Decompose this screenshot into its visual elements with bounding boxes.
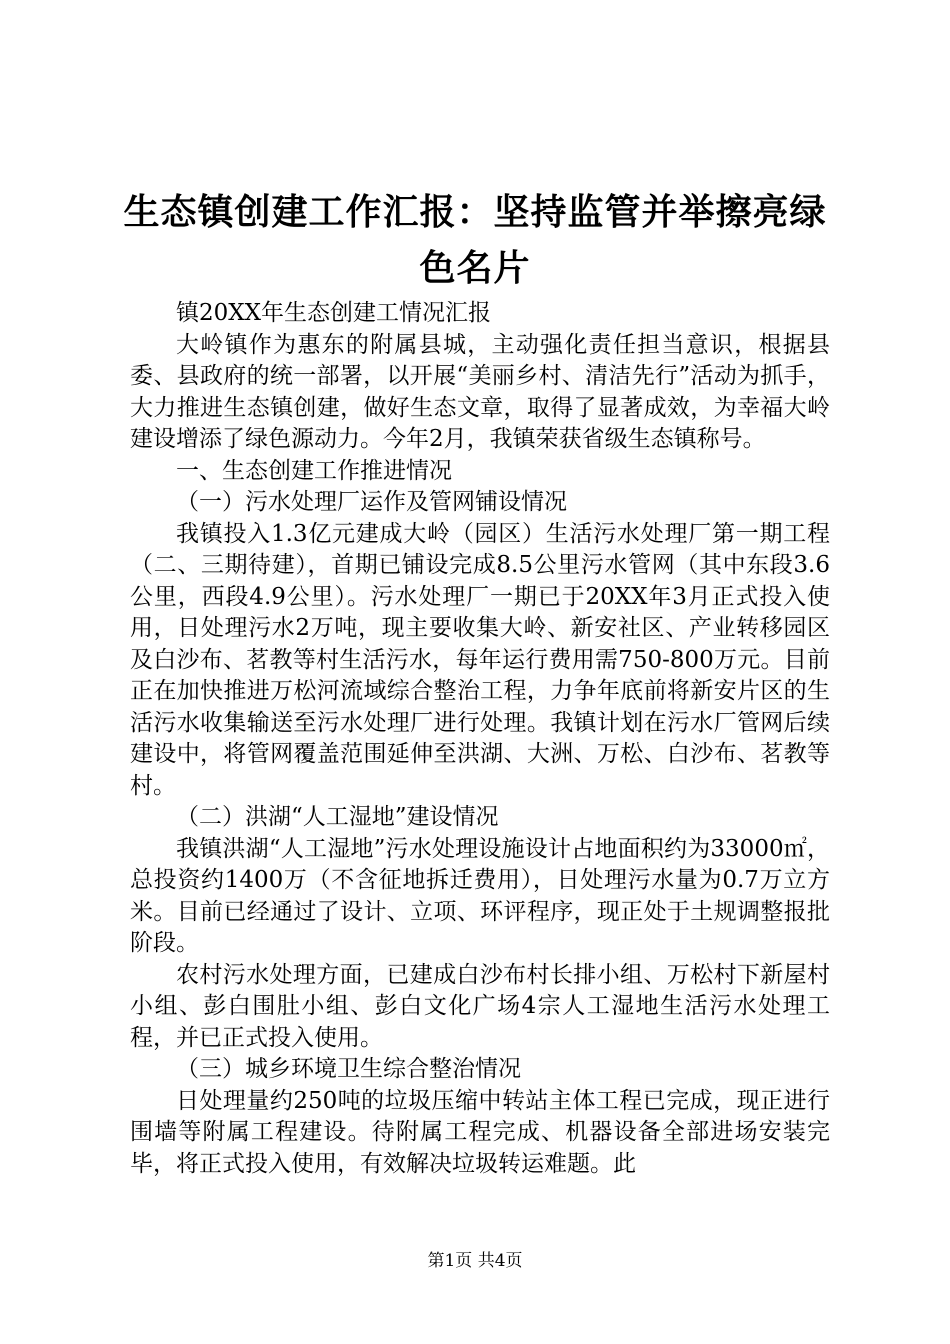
paragraph-garbage-station: 日处理量约250吨的垃圾压缩中转站主体工程已完成，现正进行围墙等附属工程建设。待附属工程完成、机器设备全部进场安装完毕，将正式投入使用，有效解决垃圾转运难题。此 [130,1087,830,1177]
section-heading-1: 一、生态创建工作推进情况 [176,457,452,484]
document-title: 生态镇创建工作汇报：坚持监管并举擦亮绿色名片 [123,191,827,289]
document-body [130,298,830,1180]
paragraph-rural-sewage: 农村污水处理方面，已建成白沙布村长排小组、万松村下新屋村小组、彭白围肚小组、彭白文化广场4宗人工湿地生活污水处理工程，并已正式投入使用。 [130,961,830,1051]
paragraph-intro: 大岭镇作为惠东的附属县城，主动强化责任担当意识，根据县委、县政府的统一部署，以开展“美丽乡村、清洁先行”活动为抓手，大力推进生态镇创建，做好生态文章，取得了显著成效，为幸福大岭建设增添了绿色源动力。今年2月，我镇荣获省级生态镇称号。 [130,331,830,452]
paragraph-wetland: 我镇洪湖“人工湿地”污水处理设施设计占地面积约为33000㎡，总投资约1400万（不含征地拆迁费用），日处理污水量为0.7万立方米。目前已经通过了设计、立项、环评程序，现正处于土规调整报批阶段。 [130,835,830,956]
page-footer: 第1页 共4页 [427,1251,523,1271]
subsection-heading-2: （二）洪湖“人工湿地”建设情况 [176,804,499,830]
report-subtitle: 镇20XX年生态创建工情况汇报 [176,300,492,326]
paragraph-sewage-plant: 我镇投入1.3亿元建成大岭（园区）生活污水处理厂第一期工程（二、三期待建），首期已铺设完成8.5公里污水管网（其中东段3.6公里，西段4.9公里）。污水处理厂一期已于20XX年3月正式投入使用，日处理污水2万吨，现主要收集大岭、新安社区、产业转移园区及白沙布、茗教等村生活污水，每年运行费用需750-800万元。目前正在加快推进万松河流域综合整治工程，力争年底前将新安片区的生活污水收集输送至污水处理厂进行处理。我镇计划在污水厂管网后续建设中，将管网覆盖范围延伸至洪湖、大洲、万松、白沙布、茗教等村。 [130,520,830,799]
subsection-heading-1: （一）污水处理厂运作及管网铺设情况 [176,489,567,515]
subsection-heading-3: （三）城乡环境卫生综合整治情况 [176,1056,521,1082]
